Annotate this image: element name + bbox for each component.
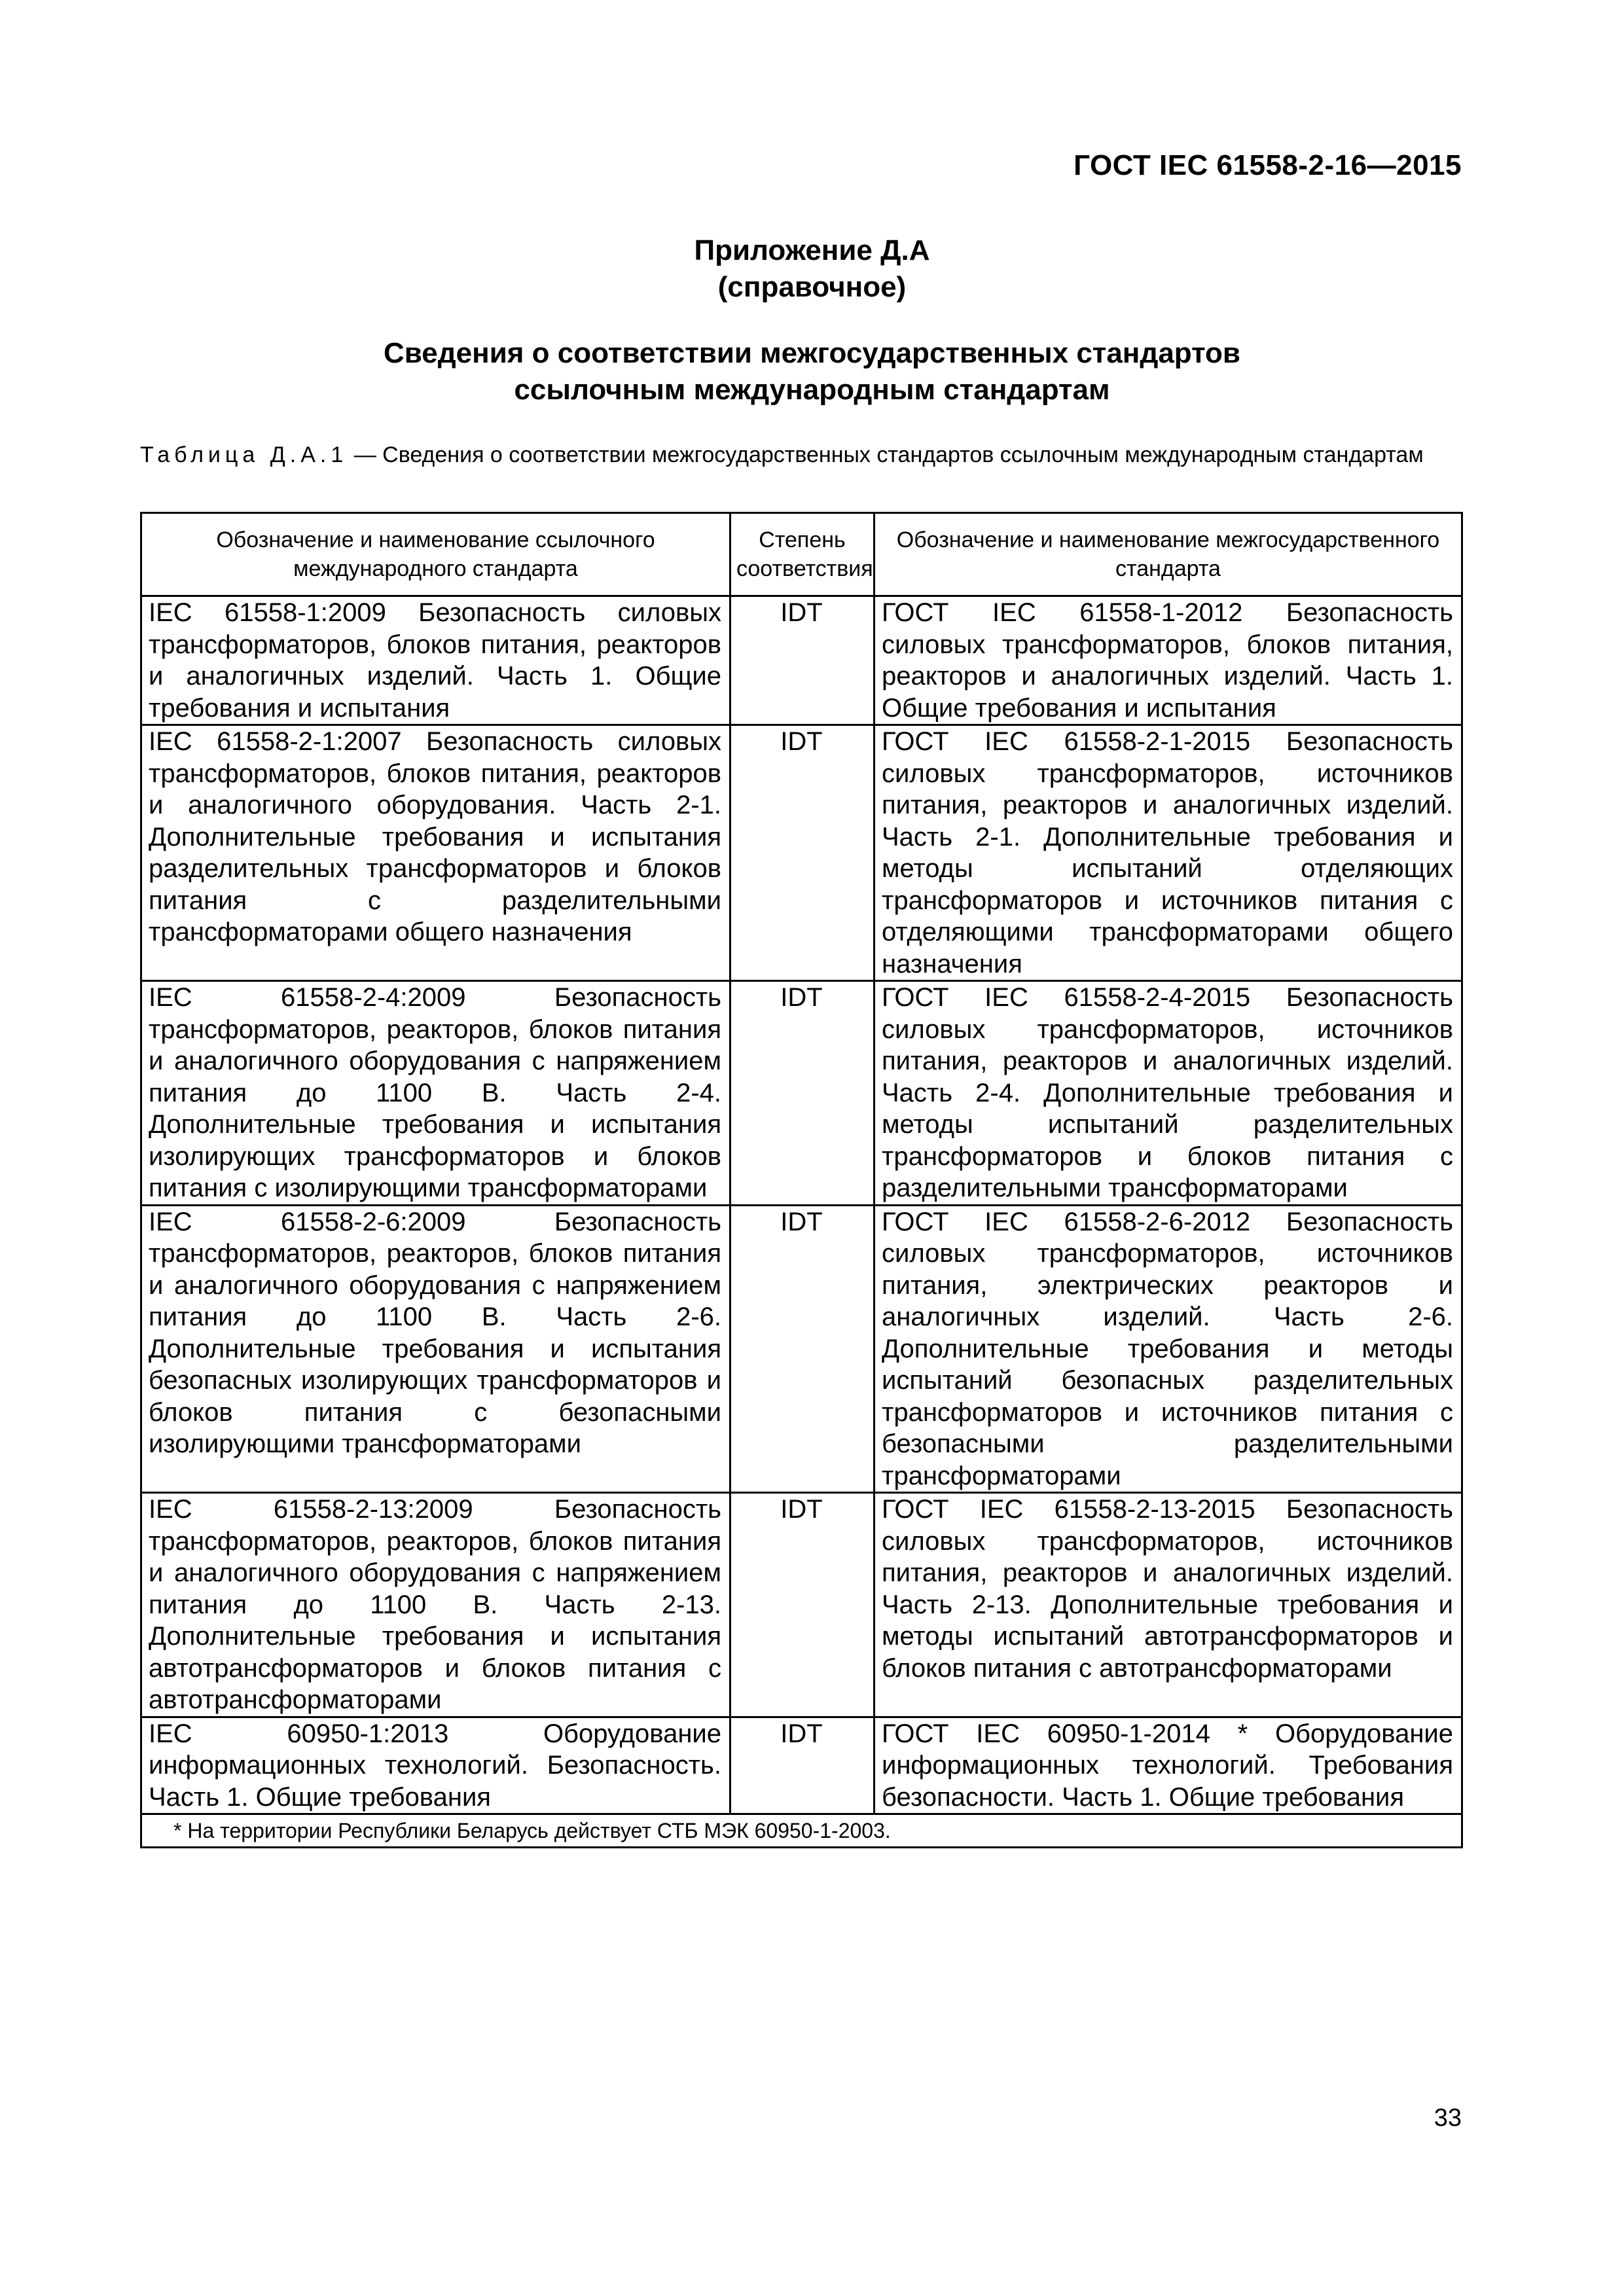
cell-interstate: ГОСТ IEC 61558-1-2012 Безопасность силовых трансформаторов, блоков питания, реакторов и аналогичных изделий. Часть 1. Общие требования и испытания [875,596,1462,725]
document-code: ГОСТ IEC 61558-2-16—2015 [1074,149,1462,181]
cell-degree: IDT [731,1717,875,1814]
header-interstate-standard: Обозначение и наименование межгосударственного стандарта [875,513,1462,596]
page-number: 33 [1434,2104,1462,2132]
table-row [141,981,1462,1206]
table-row [141,725,1462,981]
table-row [141,1717,1462,1814]
cell-degree: IDT [731,1493,875,1717]
header-degree: Степень соответствия [731,513,875,596]
cell-degree: IDT [731,981,875,1206]
appendix-title: Приложение Д.А [694,234,930,266]
cell-international: IEC 61558-1:2009 Безопасность силовых трансформаторов, блоков питания, реакторов и аналогичных изделий. Часть 1. Общие требования и испытания [141,596,731,725]
cell-interstate: ГОСТ IEC 61558-2-6-2012 Безопасность силовых трансформаторов, источников питания, электрических реакторов и аналогичных изделий. Часть 2-6. Дополнительные требования и методы испытаний безопасных разделительных трансформаторов и источников питания с безопасными разделительными трансформаторами [875,1205,1462,1493]
appendix-subtitle: (справочное) [717,271,907,303]
cell-interstate: ГОСТ IEC 61558-2-13-2015 Безопасность силовых трансформаторов, источников питания, реакторов и аналогичных изделий. Часть 2-13. Дополнительные требования и методы испытаний автотрансформаторов и блоков питания с автотрансформаторами [875,1493,1462,1717]
cell-international: IEC 61558-2-6:2009 Безопасность трансформаторов, реакторов, блоков питания и аналогичного оборудования с напряжением питания до 1100 В. Часть 2-6. Дополнительные требования и испытания безопасных изолирующих трансформаторов и блоков питания с безопасными изолирующими трансформаторами [141,1205,731,1493]
cell-degree: IDT [731,1205,875,1493]
appendix-heading [0,232,1624,306]
table-row [141,1205,1462,1493]
table-caption-text: — Сведения о соответствии межгосударственных стандартов ссылочным международным стандартам [348,442,1424,467]
table-row [141,596,1462,725]
cell-interstate: ГОСТ IEC 61558-2-1-2015 Безопасность силовых трансформаторов, источников питания, реакторов и аналогичных изделий. Часть 2-1. Дополнительные требования и методы испытаний отделяющих трансформаторов и источников питания с отделяющими трансформаторами общего назначения [875,725,1462,981]
table-footnote: * На территории Республики Беларусь действует СТБ МЭК 60950-1-2003. [141,1814,1462,1848]
cell-international: IEC 61558-2-13:2009 Безопасность трансформаторов, реакторов, блоков питания и аналогичного оборудования с напряжением питания до 1100 В. Часть 2-13. Дополнительные требования и испытания автотрансформаторов и блоков питания с автотрансформаторами [141,1493,731,1717]
section-title [0,335,1624,408]
table-caption [140,439,1461,471]
cell-international: IEC 60950-1:2013 Оборудование информационных технологий. Безопасность. Часть 1. Общие требования [141,1717,731,1814]
section-title-line-1: Сведения о соответствии межгосударственных стандартов [384,337,1240,369]
table-footnote-row [141,1814,1462,1848]
header-international-standard: Обозначение и наименование ссылочного международного стандарта [141,513,731,596]
table-row [141,1493,1462,1717]
cell-international: IEC 61558-2-1:2007 Безопасность силовых трансформаторов, блоков питания, реакторов и аналогичного оборудования. Часть 2-1. Дополнительные требования и испытания разделительных трансформаторов и блоков питания с разделительными трансформаторами общего назначения [141,725,731,981]
cell-degree: IDT [731,725,875,981]
cell-interstate: ГОСТ IEC 60950-1-2014 * Оборудование информационных технологий. Требования безопасности. Часть 1. Общие требования [875,1717,1462,1814]
cell-international: IEC 61558-2-4:2009 Безопасность трансформаторов, реакторов, блоков питания и аналогичного оборудования с напряжением питания до 1100 В. Часть 2-4. Дополнительные требования и испытания изолирующих трансформаторов и блоков питания с изолирующими трансформаторами [141,981,731,1206]
table-header-row [141,513,1462,596]
section-title-line-2: ссылочным международным стандартам [514,374,1110,406]
correspondence-table-wrap [140,512,1461,1848]
correspondence-table [140,512,1463,1848]
table-caption-label: Таблица Д.А.1 [140,442,348,467]
cell-interstate: ГОСТ IEC 61558-2-4-2015 Безопасность силовых трансформаторов, источников питания, реакторов и аналогичных изделий. Часть 2-4. Дополнительные требования и методы испытаний разделительных трансформаторов и блоков питания с разделительными трансформаторами [875,981,1462,1206]
cell-degree: IDT [731,596,875,725]
